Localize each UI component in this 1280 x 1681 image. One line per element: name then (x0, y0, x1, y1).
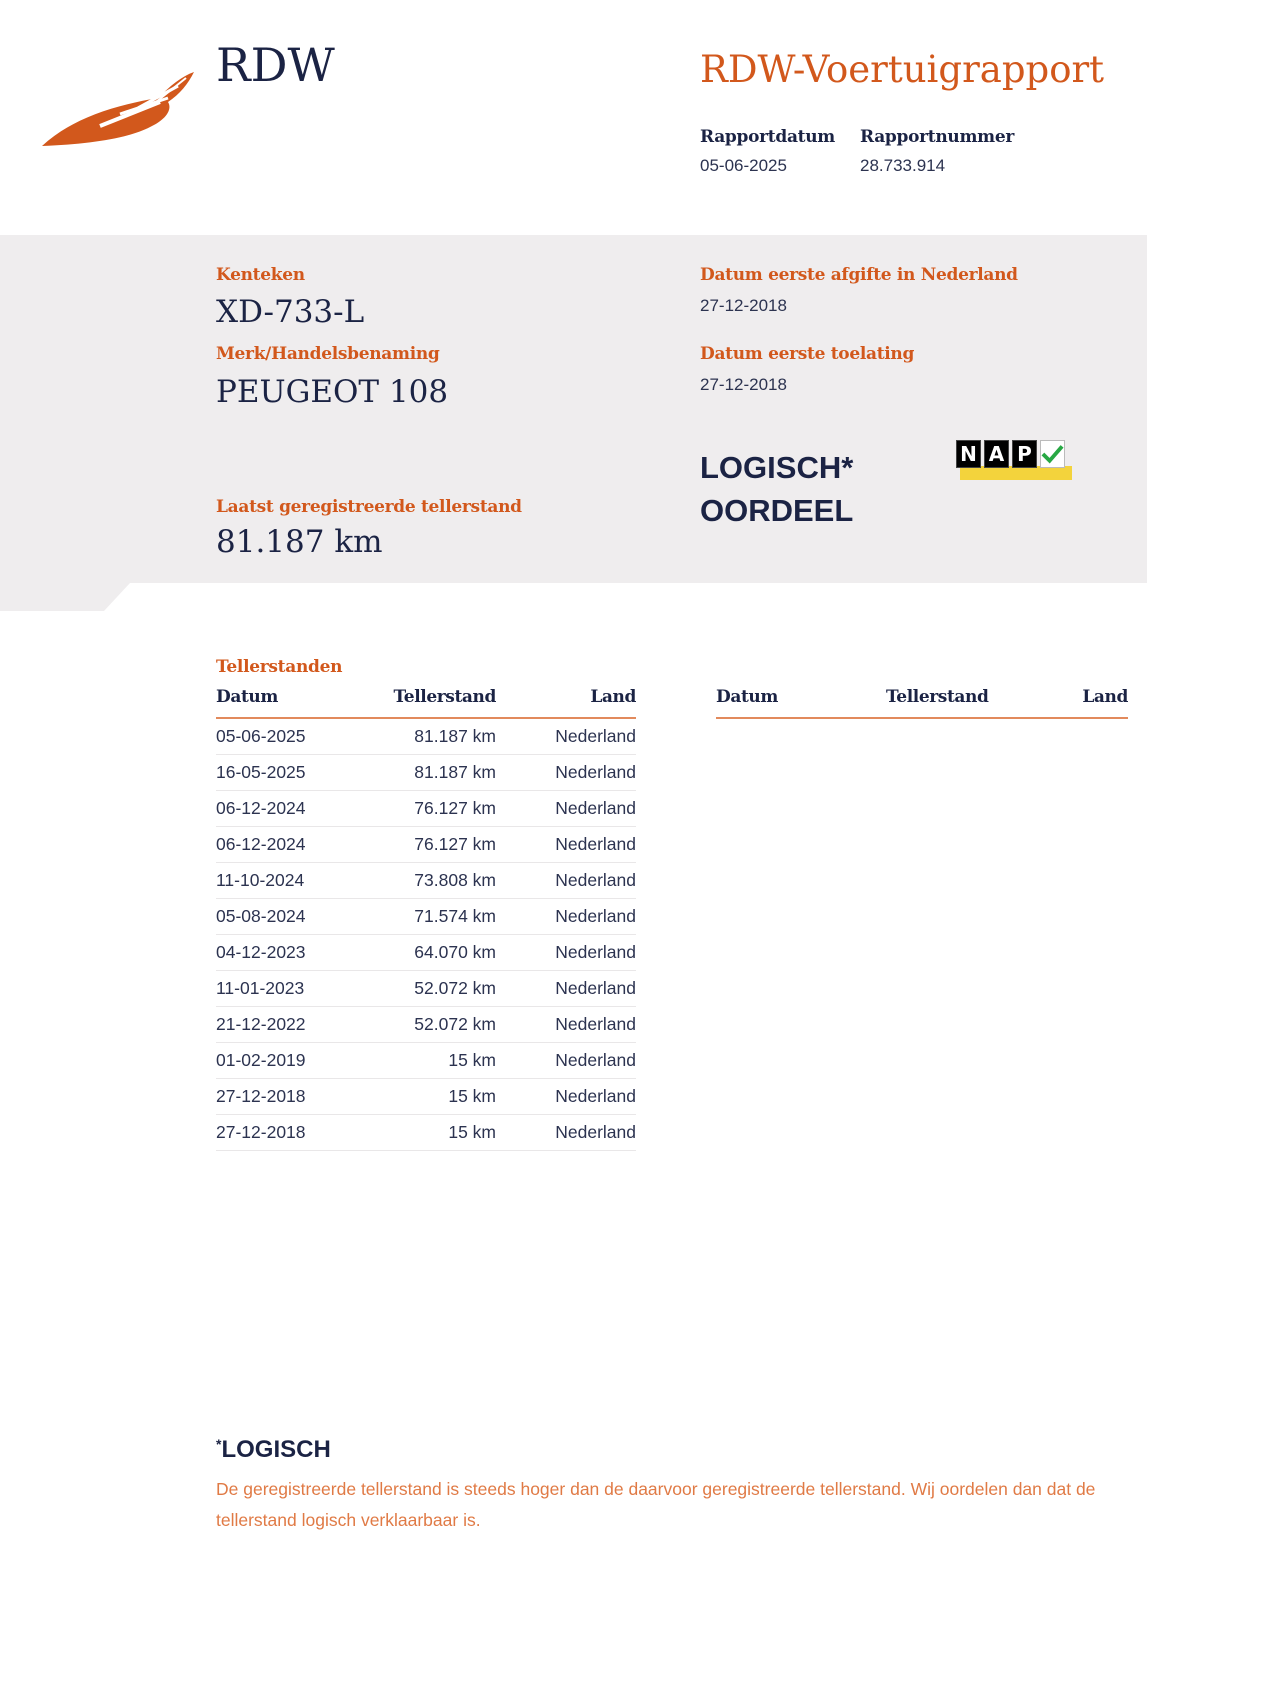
cell-date: 16-05-2025 (216, 762, 306, 782)
cell-country: Nederland (555, 978, 636, 998)
rdw-logo (40, 68, 195, 150)
cell-country: Nederland (555, 1050, 636, 1070)
cell-odometer: 64.070 km (414, 942, 496, 962)
cell-odometer: 81.187 km (414, 762, 496, 782)
brand-value: PEUGEOT 108 (216, 374, 449, 410)
nap-letter-a: A (984, 440, 1009, 468)
cell-date: 06-12-2024 (216, 834, 306, 854)
cell-date: 05-06-2025 (216, 726, 306, 746)
table-row (216, 971, 636, 1007)
table-row (216, 827, 636, 863)
table-row (216, 935, 636, 971)
cell-odometer: 52.072 km (414, 1014, 496, 1034)
vehicle-panel-notch (0, 583, 130, 611)
footnote-heading (216, 1436, 331, 1464)
odometer-table-title: Tellerstanden (216, 657, 343, 677)
cell-odometer: 73.808 km (414, 870, 496, 890)
nap-letters (956, 440, 1065, 468)
table-row (216, 863, 636, 899)
cell-date: 27-12-2018 (216, 1086, 306, 1106)
cell-date: 11-10-2024 (216, 870, 305, 890)
cell-date: 27-12-2018 (216, 1122, 306, 1142)
col2-header-date: Datum (716, 687, 778, 707)
footnote-text: De geregistreerde tellerstand is steeds hoger dan de daarvoor geregistreerde tellerstand. Wij oordelen dan dat de tellerstand logisch verklaarbaar is. (216, 1479, 1096, 1530)
first-admission-value: 27-12-2018 (700, 375, 787, 394)
odometer-table-header (216, 687, 636, 719)
col2-header-country: Land (1082, 687, 1128, 707)
cell-odometer: 76.127 km (414, 798, 496, 818)
nap-badge (956, 440, 1076, 482)
last-odometer-value: 81.187 km (216, 524, 383, 560)
report-number: 28.733.914 (860, 156, 946, 175)
vehicle-panel (0, 235, 1147, 583)
report-date-label: Rapportdatum (700, 127, 835, 147)
table-row (216, 1043, 636, 1079)
report-number-label: Rapportnummer (860, 127, 1015, 147)
table-row (216, 1115, 636, 1151)
nap-yellow-bar (960, 466, 1072, 480)
nap-letter-p: P (1012, 440, 1037, 468)
plate-value: XD-733-L (216, 294, 365, 330)
last-odometer-label: Laatst geregistreerde tellerstand (216, 497, 522, 517)
first-issue-nl-label: Datum eerste afgifte in Nederland (700, 265, 1018, 285)
cell-date: 11-01-2023 (216, 978, 305, 998)
verdict (700, 446, 853, 532)
cell-odometer: 81.187 km (414, 726, 496, 746)
cell-country: Nederland (555, 726, 636, 746)
cell-country: Nederland (555, 762, 636, 782)
cell-country: Nederland (555, 906, 636, 926)
col-header-country: Land (590, 687, 636, 707)
cell-odometer: 52.072 km (414, 978, 496, 998)
odometer-table-2-header (716, 687, 1128, 719)
cell-odometer: 15 km (448, 1050, 496, 1070)
cell-odometer: 15 km (448, 1086, 496, 1106)
footnote-title: LOGISCH (221, 1436, 331, 1463)
check-icon (1040, 440, 1065, 468)
cell-country: Nederland (555, 1086, 636, 1106)
plate-label: Kenteken (216, 265, 305, 285)
table-row (216, 791, 636, 827)
cell-date: 21-12-2022 (216, 1014, 306, 1034)
cell-date: 06-12-2024 (216, 798, 306, 818)
cell-country: Nederland (555, 798, 636, 818)
cell-odometer: 15 km (448, 1122, 496, 1142)
col-header-odometer: Tellerstand (393, 687, 496, 707)
verdict-line2: OORDEEL (700, 493, 854, 528)
cell-date: 01-02-2019 (216, 1050, 306, 1070)
table-row (216, 719, 636, 755)
table-row (216, 1007, 636, 1043)
col2-header-odometer: Tellerstand (886, 687, 989, 707)
rdw-logo-icon (40, 68, 195, 150)
cell-country: Nederland (555, 1122, 636, 1142)
odometer-table-body (216, 719, 636, 1151)
table-row (216, 899, 636, 935)
cell-country: Nederland (555, 1014, 636, 1034)
cell-country: Nederland (555, 834, 636, 854)
odometer-table (216, 687, 636, 1151)
first-issue-nl-value: 27-12-2018 (700, 296, 787, 315)
col-header-date: Datum (216, 687, 278, 707)
cell-odometer: 76.127 km (414, 834, 496, 854)
cell-date: 04-12-2023 (216, 942, 306, 962)
verdict-line1: LOGISCH* (700, 450, 854, 485)
report-title: RDW-Voertuigrapport (700, 48, 1105, 91)
table-row (216, 1079, 636, 1115)
cell-date: 05-08-2024 (216, 906, 306, 926)
cell-country: Nederland (555, 870, 636, 890)
org-name: RDW (216, 38, 335, 92)
nap-letter-n: N (956, 440, 981, 468)
cell-odometer: 71.574 km (414, 906, 496, 926)
brand-label: Merk/Handelsbenaming (216, 344, 440, 364)
table-row (216, 755, 636, 791)
footnote-mark: * (216, 1436, 222, 1452)
odometer-table-2 (716, 687, 1128, 719)
cell-country: Nederland (555, 942, 636, 962)
report-date: 05-06-2025 (700, 156, 787, 175)
first-admission-label: Datum eerste toelating (700, 344, 915, 364)
